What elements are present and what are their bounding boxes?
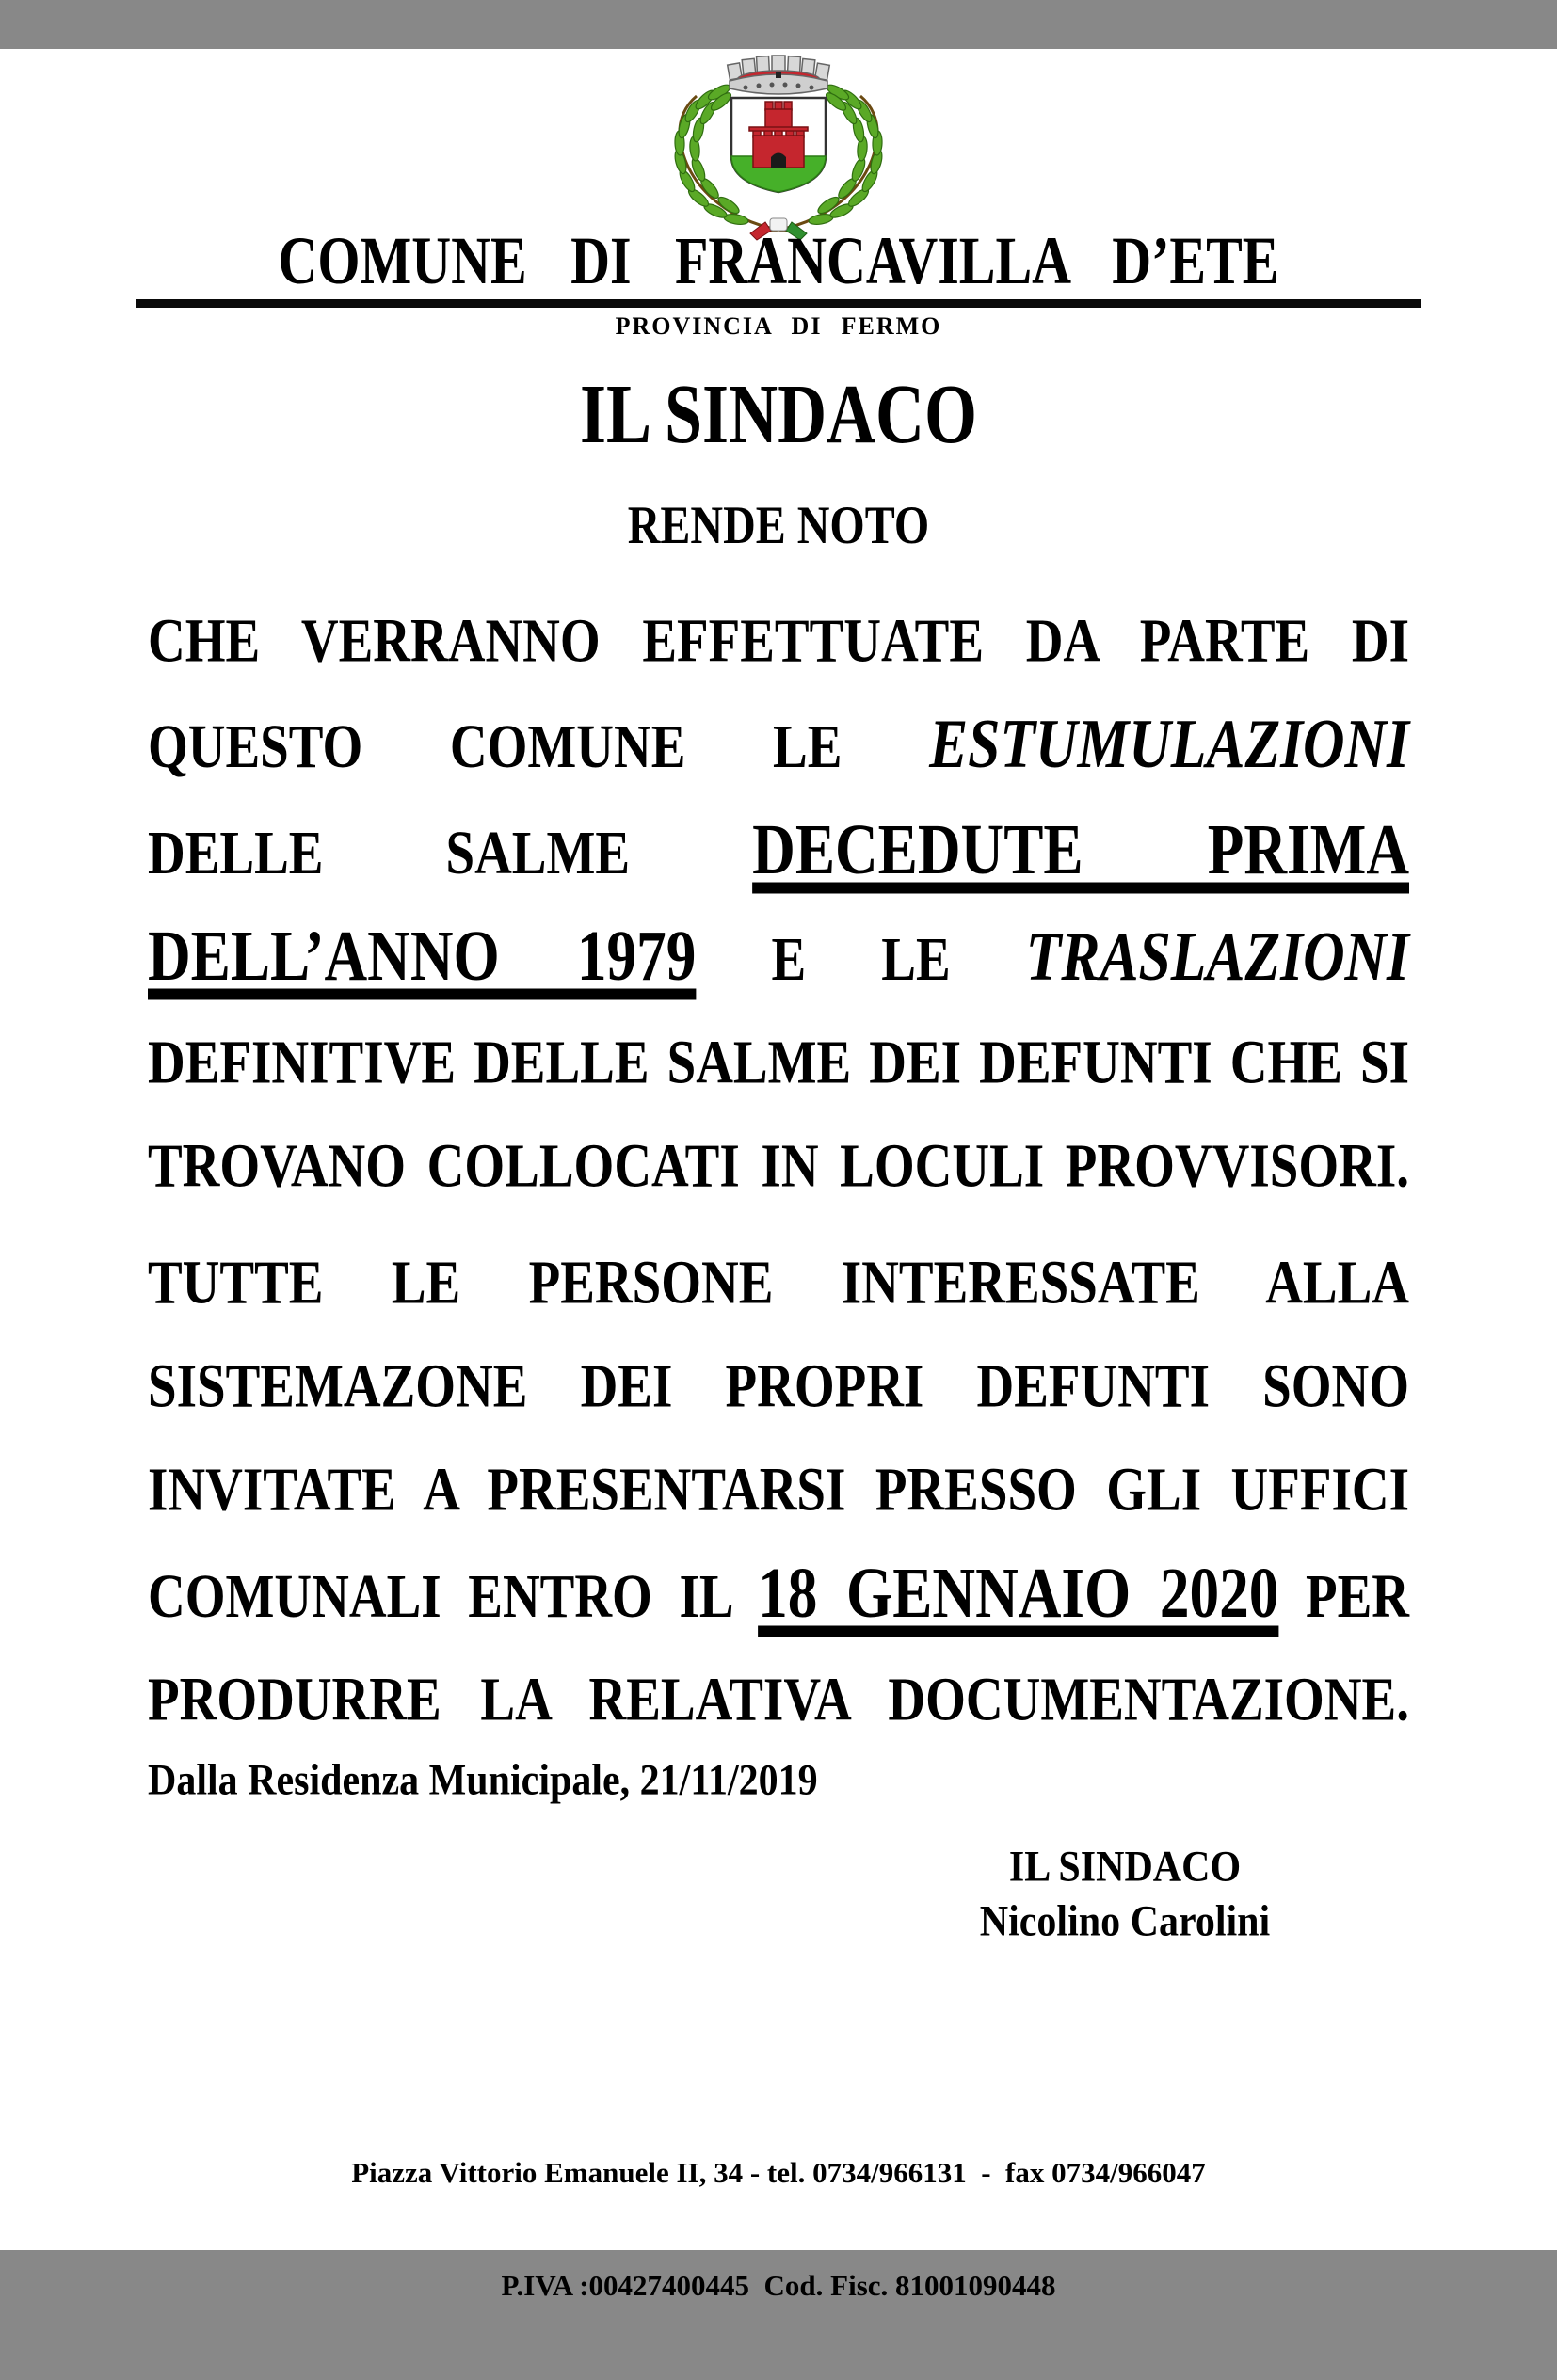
text-segment-emph: DECEDUTE PRIMA bbox=[752, 809, 1410, 889]
notice-line bbox=[148, 1637, 1409, 1762]
text-segment: SISTEMAZONE DEI PROPRI DEFUNTI SONO bbox=[148, 1350, 1409, 1420]
dateline: Dalla Residenza Municipale, 21/11/2019 bbox=[148, 1756, 818, 1805]
mural-crown bbox=[728, 56, 830, 94]
shield bbox=[731, 98, 826, 192]
text-segment: TUTTE LE PERSONE INTERESSATE ALLA bbox=[148, 1247, 1409, 1317]
notice-body bbox=[148, 589, 1409, 1751]
tower-door bbox=[771, 153, 786, 168]
text-segment-emph: DELL’ANNO 1979 bbox=[148, 916, 697, 996]
text-segment: PRODURRE LA RELATIVA DOCUMENTAZIONE. bbox=[148, 1664, 1409, 1733]
text-segment-italic: ESTUMULAZIONI bbox=[929, 706, 1409, 783]
header-rule bbox=[136, 299, 1421, 308]
page-footer bbox=[0, 2079, 1557, 2380]
page-title: IL SINDACO bbox=[579, 367, 978, 461]
text-segment-emph: 18 GENNAIO 2020 bbox=[758, 1553, 1279, 1633]
text-segment: E LE bbox=[771, 924, 951, 994]
footer-address-line: Piazza Vittorio Emanuele II, 34 - tel. 0734/966131 - fax 0734/966047 bbox=[351, 2156, 1206, 2189]
province-name: PROVINCIA DI FERMO bbox=[615, 312, 942, 340]
text-segment: COMUNALI ENTRO IL bbox=[148, 1561, 731, 1631]
text-segment: TROVANO COLLOCATI IN LOCULI PROVVISORI. bbox=[148, 1130, 1409, 1200]
text-segment: PER bbox=[1306, 1561, 1410, 1631]
text-segment: CHE VERRANNO EFFETTUATE DA PARTE DI bbox=[148, 605, 1409, 675]
signature-block bbox=[899, 1840, 1351, 1949]
footer-fiscal-line: P.IVA :00427400445 Cod. Fisc. 81001090448 bbox=[501, 2269, 1056, 2302]
municipality-name: COMUNE DI FRANCAVILLA D’ETE bbox=[278, 221, 1279, 298]
municipal-coat-of-arms bbox=[642, 49, 915, 242]
signature-name: Nicolino Carolini bbox=[979, 1897, 1271, 1946]
text-segment: DEFINITIVE DELLE SALME DEI DEFUNTI CHE SI bbox=[148, 1027, 1409, 1096]
municipal-notice-page bbox=[0, 49, 1557, 2302]
signature-role: IL SINDACO bbox=[1008, 1843, 1242, 1892]
text-segment: DELLE SALME bbox=[148, 818, 631, 887]
page-subtitle: RENDE NOTO bbox=[627, 495, 930, 556]
text-segment: INVITATE A PRESENTARSI PRESSO GLI UFFICI bbox=[148, 1454, 1409, 1524]
text-segment-italic: TRASLAZIONI bbox=[1025, 918, 1410, 996]
text-segment: QUESTO COMUNE LE bbox=[148, 711, 843, 781]
notice-line bbox=[148, 1104, 1409, 1228]
